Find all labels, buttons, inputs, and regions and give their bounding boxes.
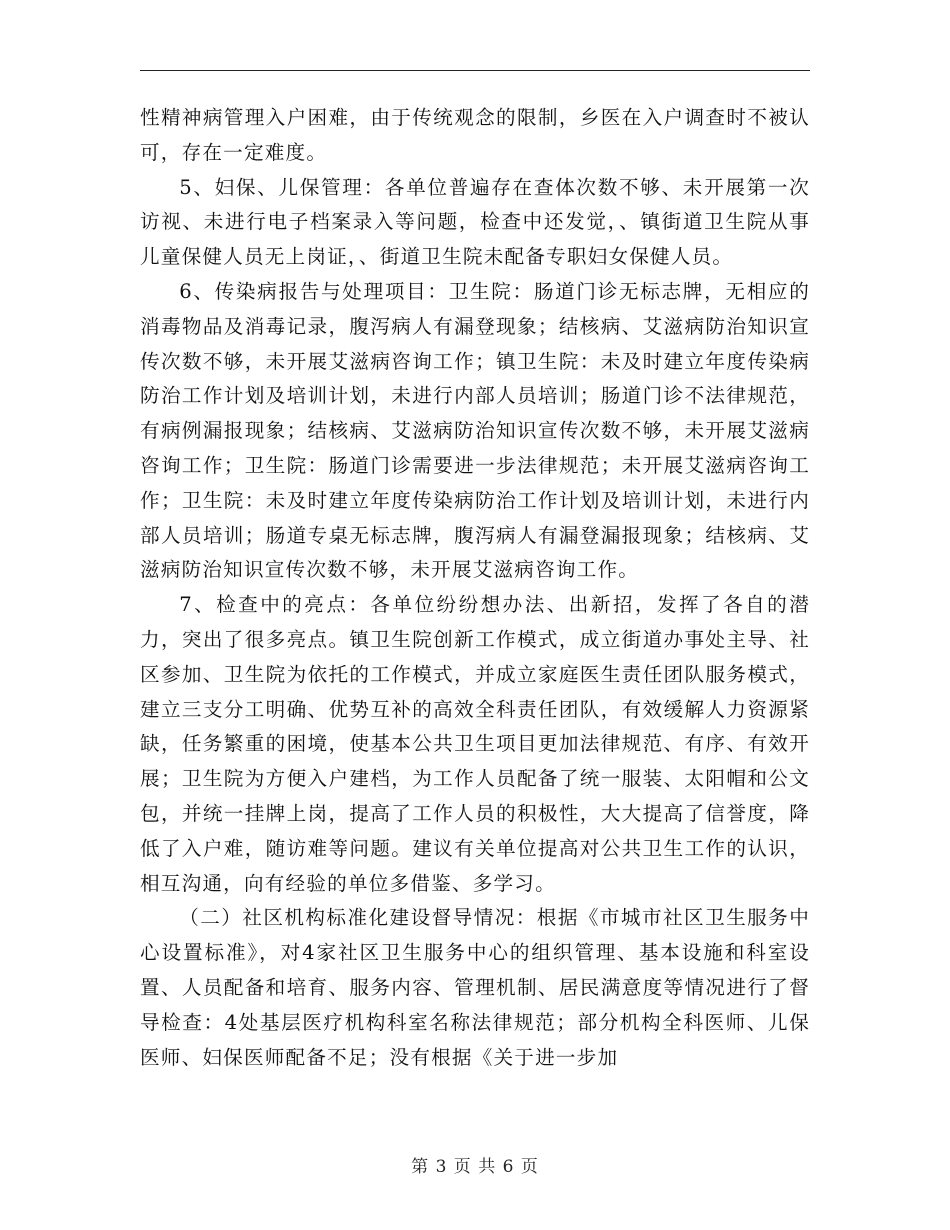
document-body [140, 101, 810, 1075]
paragraph-item-7: 7、检查中的亮点：各单位纷纷想办法、出新招，发挥了各自的潜力，突出了很多亮点。镇卫生院创新工作模式，成立街道办事处主导、社区参加、卫生院为依托的工作模式，并成立家庭医生责任团队服务模式，建立三支分工明确、优势互补的高效全科责任团队，有效缓解人力资源紧缺，任务繁重的困境，使基本公共卫生项目更加法律规范、有序、有效开展；卫生院为方便入户建档，为工作人员配备了统一服装、太阳帽和公文包，并统一挂牌上岗，提高了工作人员的积极性，大大提高了信誉度，降低了入户难，随访难等问题。建议有关单位提高对公共卫生工作的认识，相互沟通，向有经验的单位多借鉴、多学习。 [140, 593, 810, 895]
page-number-footer: 第 3 页 共 6 页 [411, 1157, 539, 1177]
paragraph-item-6: 6、传染病报告与处理项目：卫生院：肠道门诊无标志牌，无相应的消毒物品及消毒记录，腹泻病人有漏登现象；结核病、艾滋病防治知识宣传次数不够，未开展艾滋病咨询工作；镇卫生院：未及时建立年度传染病防治工作计划及培训计划，未进行内部人员培训；肠道门诊不法律规范，有病例漏报现象；结核病、艾滋病防治知识宣传次数不够，未开展艾滋病咨询工作；卫生院：肠道门诊需要进一步法律规范；未开展艾滋病咨询工作；卫生院：未及时建立年度传染病防治工作计划及培训计划，未进行内部人员培训；肠道专桌无标志牌，腹泻病人有漏登漏报现象；结核病、艾滋病防治知识宣传次数不够，未开展艾滋病咨询工作。 [140, 279, 810, 582]
paragraph-section-2: （二）社区机构标准化建设督导情况：根据《市城市社区卫生服务中心设置标准》，对4家社区卫生服务中心的组织管理、基本设施和科室设置、人员配备和培育、服务内容、管理机制、居民满意度等情况进行了督导检查：4处基层医疗机构科室名称法律规范；部分机构全科医师、儿保医师、妇保医师配备不足；没有根据《关于进一步加 [140, 906, 810, 1069]
paragraph-item-5: 5、妇保、儿保管理：各单位普遍存在查体次数不够、未开展第一次访视、未进行电子档案录入等问题，检查中还发觉，、镇街道卫生院从事儿童保健人员无上岗证，、街道卫生院未配备专职妇女保健人员。 [140, 175, 810, 269]
header-rule [140, 70, 810, 71]
paragraph-continuation: 性精神病管理入户困难，由于传统观念的限制，乡医在入户调查时不被认可，存在一定难度。 [140, 106, 810, 164]
